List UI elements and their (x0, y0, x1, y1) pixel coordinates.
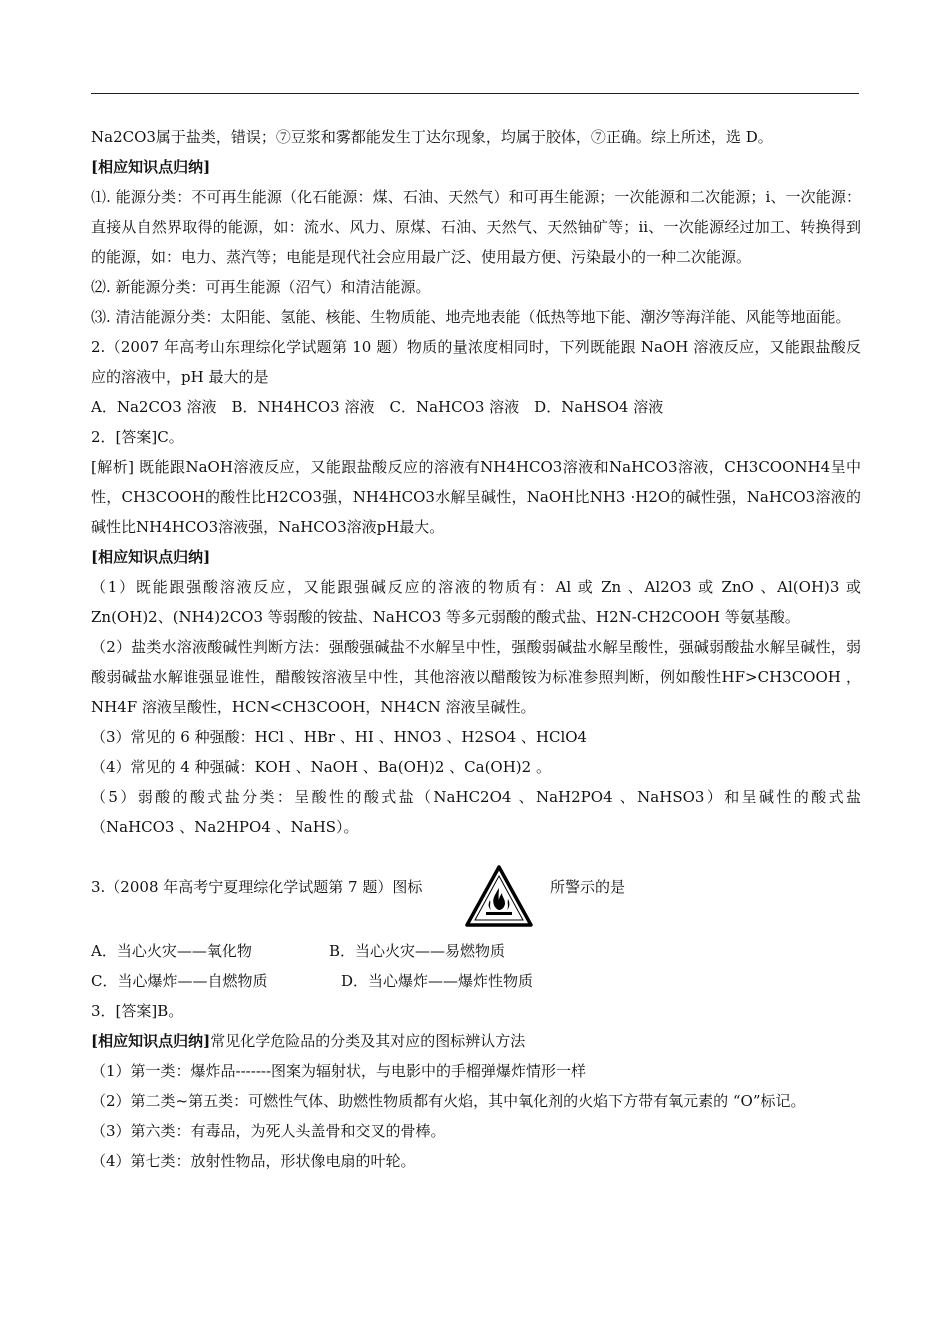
section-heading: [相应知识点归纳] (91, 158, 211, 176)
option-c: C．当心爆炸——自燃物质 (91, 972, 268, 990)
question-2: 2.（2007 年高考山东理综化学试题第 10 题）物质的量浓度相同时，下列既能跟 NaOH 溶液反应，又能跟盐酸反应的溶液中，pH 最大的是 (91, 338, 861, 386)
knowledge-item: （5）弱酸的酸式盐分类：呈酸性的酸式盐（NaHC2O4 、NaH2PO4 、NaHSO3）和呈碱性的酸式盐（NaHCO3 、Na2HPO4 、NaHS）。 (91, 788, 861, 836)
knowledge-item: （2）第二类~第五类：可燃性气体、助燃性物质都有火焰，其中氧化剂的火焰下方带有氧元素的 “O”标记。 (91, 1092, 806, 1110)
question-3 (91, 864, 861, 936)
answer-2: 2．[答案]C。 (91, 428, 184, 446)
flammable-warning-triangle-icon (464, 864, 534, 928)
knowledge-item: （1）既能跟强酸溶液反应，又能跟强碱反应的溶液的物质有：Al 或 Zn 、Al2O3 或 ZnO 、Al(OH)3 或 Zn(OH)2、(NH4)2CO3 等弱酸的铵盐、NaHCO3 等多元弱酸的酸式盐、H2N-CH2COOH 等氨基酸。 (91, 578, 861, 626)
knowledge-item: （3）常见的 6 种强酸：HCl 、HBr 、HI 、HNO3 、H2SO4 、HClO4 (91, 728, 588, 746)
option-a: A．当心火灾——氧化物 (91, 942, 252, 960)
knowledge-heading-3 (91, 1026, 861, 1056)
question-3-options-row-2 (91, 966, 861, 996)
text-paragraph: ⑵. 新能源分类：可再生能源（沼气）和清洁能源。 (91, 278, 431, 296)
knowledge-item: （3）第六类：有毒品，为死人头盖骨和交叉的骨棒。 (91, 1122, 446, 1140)
question-3-stem-end: 所警示的是 (550, 878, 626, 896)
section-heading: [相应知识点归纳] (91, 1032, 211, 1050)
option-d: D．当心爆炸——爆炸性物质 (341, 972, 534, 990)
knowledge-item: （4）常见的 4 种强碱：KOH 、NaOH 、Ba(OH)2 、Ca(OH)2 。 (91, 758, 551, 776)
text-paragraph: ⑴. 能源分类：不可再生能源（化石能源：煤、石油、天然气）和可再生能源；一次能源和二次能源；ⅰ、一次能源：直接从自然界取得的能源，如：流水、风力、原煤、石油、天然气、天然铀矿等；ⅱ、一次能源经过加工、转换得到的能源，如：电力、蒸汽等；电能是现代社会应用最广泛、使用最方便、污染最小的一种二次能源。 (91, 188, 861, 266)
section-heading: [相应知识点归纳] (91, 548, 211, 566)
question-3-options-row-1 (91, 936, 861, 966)
knowledge-item: （2）盐类水溶液酸碱性判断方法：强酸强碱盐不水解呈中性，强酸弱碱盐水解呈酸性，强碱弱酸盐水解呈碱性，弱酸弱碱盐水解谁强显谁性，醋酸铵溶液呈中性，其他溶液以醋酸铵为标准参照判断，例如酸性HF>CH3COOH ，NH4F 溶液呈酸性，HCN<CH3COOH，NH4CN 溶液呈碱性。 (91, 638, 861, 716)
knowledge-item: （1）第一类：爆炸品-------图案为辐射状，与电影中的手榴弹爆炸情形一样 (91, 1062, 587, 1080)
document-body (91, 122, 861, 1176)
explanation-2: [解析] 既能跟NaOH溶液反应，又能跟盐酸反应的溶液有NH4HCO3溶液和NaHCO3溶液，CH3COONH4呈中性，CH3COOH的酸性比H2CO3强，NH4HCO3水解呈碱性，NaOH比NH3 ·H2O的碱性强，NaHCO3溶液的碱性比NH4HCO3溶液强，NaHCO3溶液pH最大。 (91, 458, 861, 536)
answer-3: 3．[答案]B。 (91, 1002, 184, 1020)
section-heading-text: 常见化学危险品的分类及其对应的图标辨认方法 (210, 1032, 526, 1050)
question-3-stem: 3.（2008 年高考宁夏理综化学试题第 7 题）图标 (91, 878, 423, 896)
text-paragraph: ⑶. 清洁能源分类：太阳能、氢能、核能、生物质能、地壳地表能（低热等地下能、潮汐等海洋能、风能等地面能。 (91, 308, 851, 326)
header-rule (91, 93, 859, 94)
text-line: Na2CO3属于盐类，错误；⑦豆浆和雾都能发生丁达尔现象，均属于胶体，⑦正确。综上所述，选 D。 (91, 128, 773, 146)
question-2-options: A．Na2CO3 溶液 B．NH4HCO3 溶液 C．NaHCO3 溶液 D．NaHSO4 溶液 (91, 398, 664, 416)
spacer (91, 842, 861, 864)
knowledge-item: （4）第七类：放射性物品，形状像电扇的叶轮。 (91, 1152, 416, 1170)
option-b: B．当心火灾——易燃物质 (329, 942, 506, 960)
